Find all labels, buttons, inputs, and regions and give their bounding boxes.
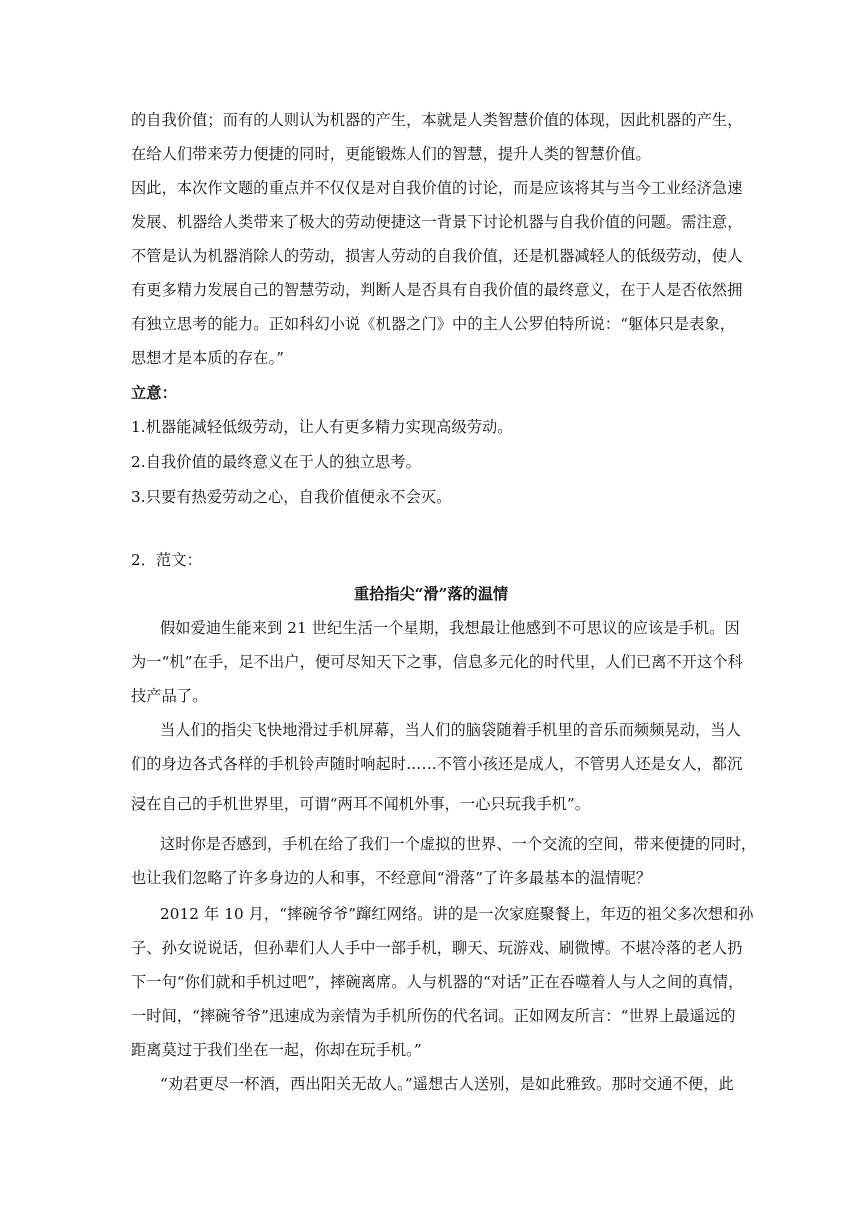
intro-line: 发展、机器给人类带来了极大的劳动便捷这一背景下讨论机器与自我价值的问题。需注意， [131,213,743,231]
intro-line: 在给人们带来劳力便捷的同时，更能锻炼人们的智慧，提升人类的智慧价值。 [131,145,651,163]
intro-line: 因此，本次作文题的重点并不仅仅是对自我价值的讨论，而是应该将其与当今工业经济急速 [131,179,743,197]
essay-line: 这时你是否感到，手机在给了我们一个虚拟的世界、一个交流的空间，带来便捷的同时， [160,835,757,853]
essay-line: 们的身边各式各样的手机铃声随时响起时……不管小孩还是成人，不管男人还是女人，都沉 [131,755,743,773]
essay-line: 距离莫过于我们坐在一起，你却在玩手机。” [131,1041,422,1059]
essay-title: 重拾指尖“滑”落的温情 [353,585,509,603]
essay-line: 也让我们忽略了许多身边的人和事，不经意间“滑落”了许多最基本的温情呢？ [131,869,652,887]
essay-line: 当人们的指尖飞快地滑过手机屏幕，当人们的脑袋随着手机里的音乐而频频晃动，当人 [160,721,741,739]
theme-heading: 立意： [131,384,177,402]
intro-line: 有更多精力发展自己的智慧劳动，判断人是否具有自我价值的最终意义，在于人是否依然拥 [131,281,743,299]
intro-line: 思想才是本质的存在。” [131,349,285,367]
theme-item: 3.只要有热爱劳动之心，自我价值便永不会灭。 [131,488,452,506]
essay-line: 子、孙女说说话，但孙辈们人人手中一部手机，聊天、玩游戏、刷微博。不堪冷落的老人扔 [131,939,743,957]
essay-line: 为一“机”在手，足不出户，便可尽知天下之事，信息多元化的时代里，人们已离不开这个科 [131,653,743,671]
intro-line: 不管是认为机器消除人的劳动，损害人劳动的自我价值，还是机器减轻人的低级劳动，使人 [131,247,743,265]
section-label: 2．范文： [131,551,202,569]
essay-line: 一时间，“摔碗爷爷”迅速成为亲情为手机所伤的代名词。正如网友所言：“世界上最遥远的 [131,1007,736,1025]
intro-line: 有独立思考的能力。正如科幻小说《机器之门》中的主人公罗伯特所说：“躯体只是表象， [131,315,736,333]
essay-line: 2012 年 10 月，“摔碗爷爷”蹿红网络。讲的是一次家庭聚餐上，年迈的祖父多次想和孙 [160,905,754,923]
theme-item: 2.自我价值的最终意义在于人的独立思考。 [131,453,421,471]
essay-line: 技产品了。 [131,687,208,705]
essay-line: 假如爱迪生能来到 21 世纪生活一个星期，我想最让他感到不可思议的应该是手机。因 [160,619,740,637]
theme-item: 1.机器能减轻低级劳动，让人有更多精力实现高级劳动。 [131,418,513,436]
intro-line: 的自我价值；而有的人则认为机器的产生，本就是人类智慧价值的体现，因此机器的产生， [131,111,743,129]
essay-line: “劝君更尽一杯酒，西出阳关无故人。”遥想古人送别，是如此雅致。那时交通不便，此 [160,1075,734,1093]
essay-line: 下一句“你们就和手机过吧”，摔碗离席。人与机器的“对话”正在吞噬着人与人之间的真情， [131,973,744,991]
essay-line: 浸在自己的手机世界里，可谓“两耳不闻机外事，一心只玩我手机”。 [131,795,591,813]
